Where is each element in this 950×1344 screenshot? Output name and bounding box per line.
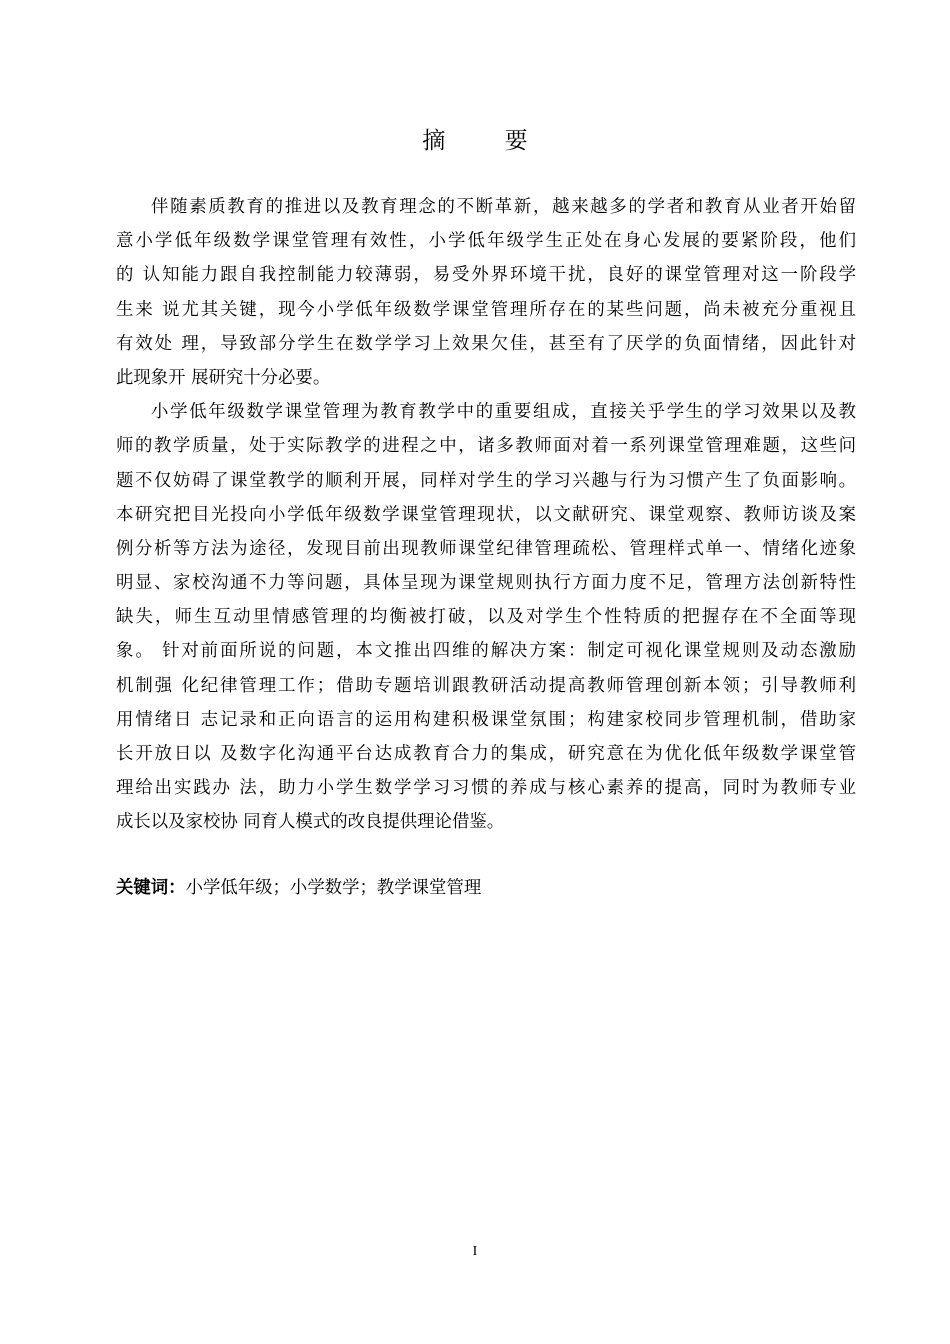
text-line: 此现象开 展研究十分必要。 — [116, 367, 331, 388]
page-number: I — [472, 1244, 478, 1259]
text-line: 缺失，师生互动里情感管理的均衡被打破，以及对学生个性特质的把握存在不全面等现 — [116, 607, 856, 628]
keywords-label: 关键词： — [116, 878, 186, 898]
abstract-title: 摘 要 — [422, 128, 554, 154]
text-line: 理给出实践办 法，助力小学生数学学习习惯的养成与核心素养的提高，同时为教师专业 — [116, 778, 856, 799]
text-line: 用情绪日 志记录和正向语言的运用构建积极课堂氛围；构建家校同步管理机制，借助家 — [116, 709, 856, 730]
text-line: 小学低年级数学课堂管理为教育教学中的重要组成，直接关乎学生的学习效果以及教 — [151, 402, 856, 423]
text-line: 意小学低年级数学课堂管理有效性，小学低年级学生正处在身心发展的要紧阶段，他们 — [116, 231, 856, 252]
text-line: 的 认知能力跟自我控制能力较薄弱，易受外界环境干扰，良好的课堂管理对这一阶段学 — [116, 265, 856, 286]
text-line: 生来 说尤其关键，现今小学低年级数学课堂管理所存在的某些问题，尚未被充分重视且 — [116, 299, 856, 320]
text-line: 成长以及家校协 同育人模式的改良提供理论借鉴。 — [116, 812, 505, 833]
text-line: 伴随素质教育的推进以及教育理念的不断革新，越来越多的学者和教育从业者开始留 — [151, 197, 856, 217]
text-line: 明显、家校沟通不力等问题，具体呈现为课堂规则执行方面力度不足，管理方法创新特性 — [116, 573, 856, 594]
keywords — [116, 876, 481, 900]
text-line: 象。 针对前面所说的问题，本文推出四维的解决方案：制定可视化课堂规则及动态激励 — [116, 641, 856, 662]
paragraph-1 — [116, 190, 856, 395]
paragraph-2 — [116, 395, 856, 839]
text-line: 师的教学质量，处于实际教学的进程之中，诸多教师面对着一系列课堂管理难题，这些问 — [116, 436, 856, 457]
text-line: 题不仅妨碍了课堂教学的顺利开展，同样对学生的学习兴趣与行为习惯产生了负面影响。 — [116, 470, 856, 491]
text-line: 例分析等方法为途径，发现目前出现教师课堂纪律管理疏松、管理样式单一、情绪化迹象 — [116, 538, 856, 559]
text-line: 本研究把目光投向小学低年级数学课堂管理现状，以文献研究、课堂观察、教师访谈及案 — [116, 504, 856, 525]
text-line: 有效处 理，导致部分学生在数学学习上效果欠佳，甚至有了厌学的负面情绪，因此针对 — [116, 333, 856, 354]
abstract-body — [116, 190, 856, 840]
keywords-value: 小学低年级；小学数学；教学课堂管理 — [185, 878, 482, 898]
text-line: 长开放日以 及数字化沟通平台达成教育合力的集成，研究意在为优化低年级数学课堂管 — [116, 744, 856, 764]
text-line: 机制强 化纪律管理工作；借助专题培训跟教研活动提高教师管理创新本领；引导教师利 — [116, 675, 856, 696]
